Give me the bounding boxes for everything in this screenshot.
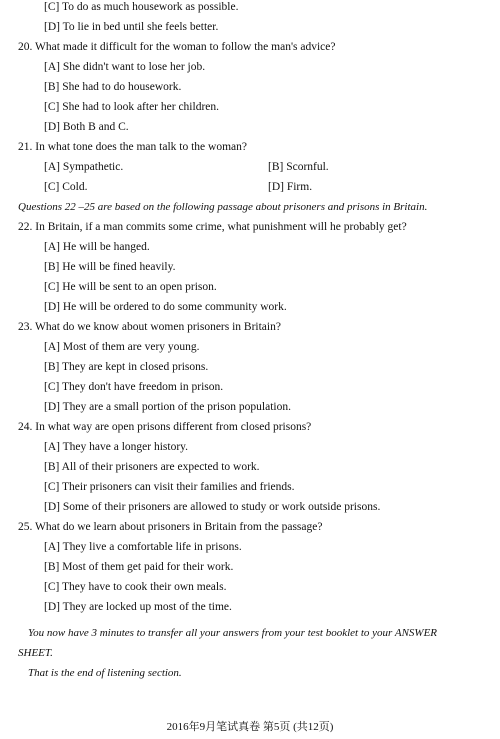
q24-option-d: [D] Some of their prisoners are allowed to study or work outside prisons. <box>44 501 381 513</box>
q23-option-d: [D] They are a small portion of the prison population. <box>44 401 291 413</box>
q20-option-b: [B] She had to do housework. <box>44 81 182 93</box>
q21-option-a: [A] Sympathetic. <box>44 161 124 173</box>
q24-option-c: [C] Their prisoners can visit their families and friends. <box>44 481 295 493</box>
q22-option-c: [C] He will be sent to an open prison. <box>44 281 217 293</box>
page-footer: 2016年9月笔试真卷 第5页 (共12页) <box>166 721 334 733</box>
q20-option-a: [A] She didn't want to lose her job. <box>44 61 206 73</box>
question-23: 23. What do we know about women prisoners in Britain? <box>18 321 281 333</box>
question-24: 24. In what way are open prisons different from closed prisons? <box>18 421 312 433</box>
transfer-note: You now have 3 minutes to transfer all your answers from your test booklet to your ANSWER <box>28 627 438 639</box>
transfer-note-cont: SHEET. <box>18 647 53 659</box>
q21-option-d: [D] Firm. <box>268 181 313 193</box>
q23-option-a: [A] Most of them are very young. <box>44 341 200 353</box>
passage-note: Questions 22 –25 are based on the following passage about prisoners and prisons in Britain. <box>18 201 428 213</box>
question-25: 25. What do we learn about prisoners in Britain from the passage? <box>18 521 323 533</box>
q21-option-c: [C] Cold. <box>44 181 88 193</box>
question-21: 21. In what tone does the man talk to the woman? <box>18 141 247 153</box>
q22-option-a: [A] He will be hanged. <box>44 241 150 253</box>
q23-option-c: [C] They don't have freedom in prison. <box>44 381 224 393</box>
q22-option-d: [D] He will be ordered to do some community work. <box>44 301 287 313</box>
question-22: 22. In Britain, if a man commits some crime, what punishment will he probably get? <box>18 221 407 233</box>
q20-option-d: [D] Both B and C. <box>44 121 129 133</box>
q25-option-d: [D] They are locked up most of the time. <box>44 601 232 613</box>
q24-option-a: [A] They have a longer history. <box>44 441 189 453</box>
q20-option-c: [C] She had to look after her children. <box>44 101 219 113</box>
q25-option-b: [B] Most of them get paid for their work. <box>44 561 234 573</box>
q25-option-c: [C] They have to cook their own meals. <box>44 581 227 593</box>
q21-option-b: [B] Scornful. <box>268 161 329 173</box>
q24-option-b: [B] All of their prisoners are expected to work. <box>44 461 260 473</box>
end-note: That is the end of listening section. <box>28 667 182 679</box>
q22-option-b: [B] He will be fined heavily. <box>44 261 176 273</box>
q25-option-a: [A] They live a comfortable life in prisons. <box>44 541 242 553</box>
question-20: 20. What made it difficult for the woman to follow the man's advice? <box>18 41 336 53</box>
option-c-prev: [C] To do as much housework as possible. <box>44 1 239 13</box>
option-d-prev: [D] To lie in bed until she feels better. <box>44 21 219 33</box>
q23-option-b: [B] They are kept in closed prisons. <box>44 361 209 373</box>
